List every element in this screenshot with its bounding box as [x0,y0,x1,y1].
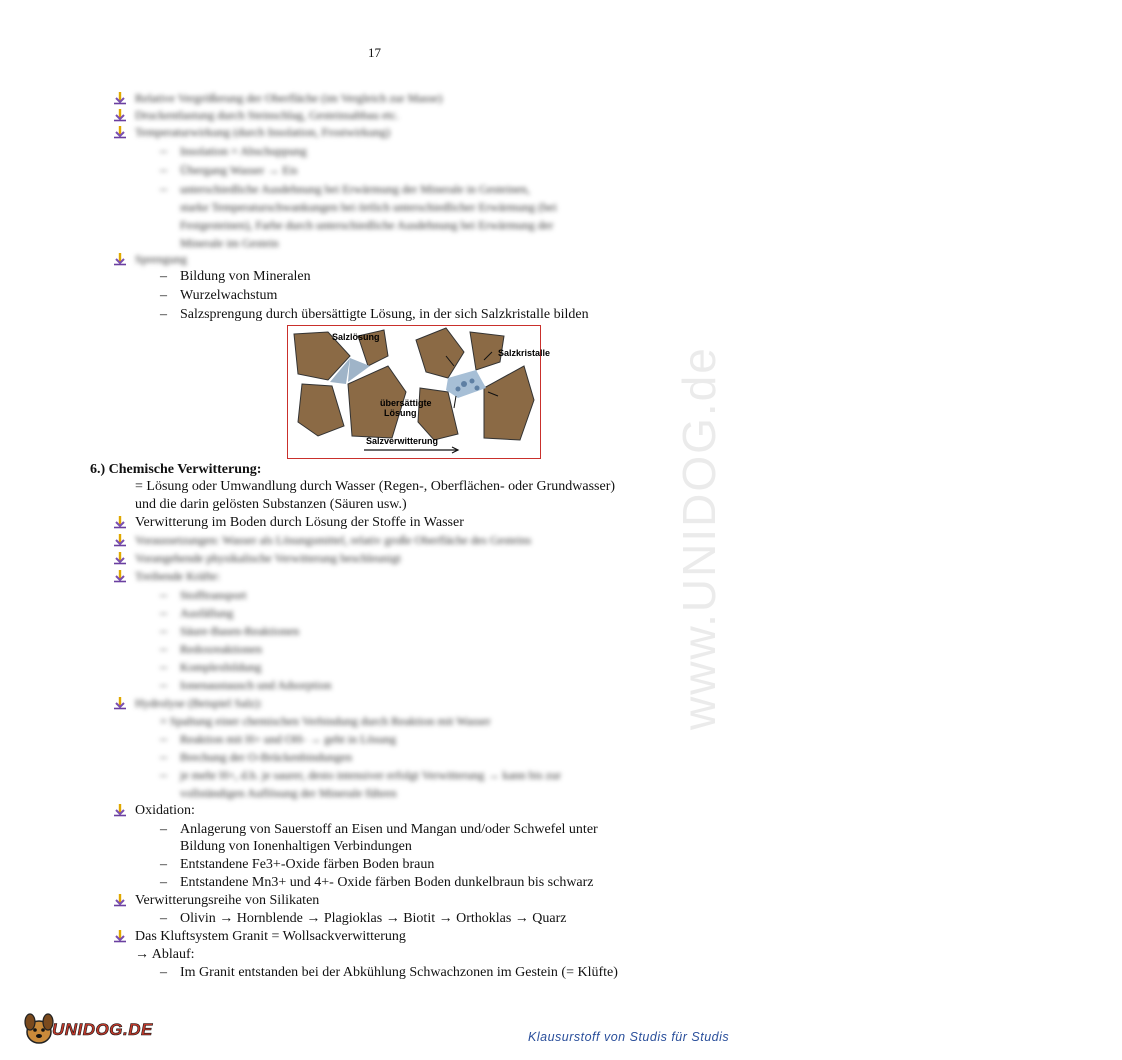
dash: – [160,768,167,783]
section-heading: 6.) Chemische Verwitterung: [90,462,262,477]
text-line: Stofftransport [180,588,247,602]
text-line: Relative Vergrößerung der Oberfläche (im Vergleich zur Masse) [135,91,443,105]
dash: – [160,750,167,765]
text-line: Säure-Basen-Reaktionen [180,624,300,638]
list-item: Entstandene Mn3+ und 4+- Oxide färben Boden dunkelbraun bis schwarz [180,875,594,890]
dash: – [160,624,167,639]
text-line: vollständigen Auflösung der Minerale führen [180,786,397,800]
bullet-arrow-icon [113,252,127,266]
bullet-arrow-icon [113,515,127,529]
text-line: starke Temperaturschwankungen bei örtlich unterschiedlicher Erwärmung (bei [180,200,557,214]
footer-slogan: Klausurstoff von Studis für Studis [528,1030,730,1044]
bullet-arrow-icon [113,533,127,547]
bullet-arrow-icon [113,91,127,105]
dash: – [160,822,167,837]
list-item: Wurzelwachstum [180,288,278,303]
text-line: Druckentlastung durch Steinschlag, Gesteinsabbau etc. [135,108,399,122]
granit-ablauf: → Ablauf: [135,947,195,962]
granit-title: Das Kluftsystem Granit = Wollsackverwitterung [135,929,406,944]
list-item: Im Granit entstanden bei der Abkühlung Schwachzonen im Gestein (= Klüfte) [180,965,618,980]
watermark-text: www.UNIDOG.de [673,346,725,730]
dash: – [160,875,167,890]
salt-weathering-figure [287,325,551,459]
dash: – [160,732,167,747]
text-line: Sprengung [135,252,187,266]
text-line: Festgesteinen), Farbe durch unterschiedliche Ausdehnung bei Erwärmung der [180,218,554,232]
list-item: Bildung von Mineralen [180,269,311,284]
silicate-series: Olivin → Hornblende → Plagioklas → Biotit → Orthoklas → Quarz [180,911,567,926]
bullet-arrow-icon [113,696,127,710]
page-number: 17 [368,45,381,60]
label-salzverwitterung: Salzverwitterung [366,436,439,446]
text-line: Insolation = Abschuppung [180,144,307,158]
bullet-arrow-icon [113,551,127,565]
list-item: Bildung von Ionenhaltigen Verbindungen [180,839,412,854]
dash: – [160,269,167,284]
definition-line: und die darin gelösten Substanzen (Säuren usw.) [135,497,407,512]
label-salzkristalle: Salzkristalle [498,348,551,358]
text-line: Vorangehende physikalische Verwitterung beschleunigt [135,551,401,565]
text-line: Ionenaustausch und Adsorption [180,678,332,692]
dog-logo-icon [22,1010,56,1046]
dash: – [160,857,167,872]
bullet-arrow-icon [113,803,127,817]
definition-line: = Lösung oder Umwandlung durch Wasser (Regen-, Oberflächen- oder Grundwasser) [135,479,616,494]
text-line: Minerale im Gestein [180,236,279,250]
dash: – [160,307,167,322]
dash: – [160,588,167,603]
text-line: Redoxreaktionen [180,642,262,656]
text-line: Hydrolyse (Beispiel Salz): [135,696,263,710]
bullet-arrow-icon [113,108,127,122]
rock-block [416,328,464,378]
text-line: je mehr H+, d.h. je saurer, desto intensiver erfolgt Verwitterung → kann bis zur [180,768,561,782]
text-line: Brechung der O-Brückenbindungen [180,750,352,764]
dash: – [160,965,167,980]
text-line: Treibende Kräfte: [135,569,221,583]
label-loesung: Lösung [384,408,417,418]
dash: – [160,678,167,693]
text-line: unterschiedliche Ausdehnung bei Erwärmung der Minerale in Gesteinen, [180,182,530,196]
rock-block [418,388,458,440]
rock-block [484,366,534,440]
dash: – [160,660,167,675]
rock-block [298,384,344,436]
text-line: Ausfällung [180,606,234,620]
bullet-arrow-icon [113,929,127,943]
list-item: Verwitterung im Boden durch Lösung der Stoffe in Wasser [135,515,464,530]
dash: – [160,288,167,303]
dash: – [160,182,167,197]
salt-weathering-diagram [288,326,551,458]
dash: – [160,606,167,621]
text-line: Komplexbildung [180,660,262,674]
bullet-arrow-icon [113,569,127,583]
logo-text: UNIDOG.DE [52,1020,153,1039]
list-item: Salzsprengung durch übersättigte Lösung, in der sich Salzkristalle bilden [180,307,589,322]
oxidation-title: Oxidation: [135,803,195,818]
dash: – [160,163,167,178]
text-line: = Spaltung einer chemischen Verbindung durch Reaktion mit Wasser [160,714,491,728]
text-line: Übergang Wasser → Eis [180,163,298,177]
list-item: Entstandene Fe3+-Oxide färben Boden braun [180,857,435,872]
label-uebersaettigt: übersättigte [380,398,432,408]
bullet-arrow-icon [113,893,127,907]
dash: – [160,642,167,657]
bullet-arrow-icon [113,125,127,139]
text-line: Temperaturwirkung (durch Insolation, Frostwirkung) [135,125,391,139]
silikate-title: Verwitterungsreihe von Silikaten [135,893,320,908]
dash: – [160,911,167,926]
label-salzloesung: Salzlösung [332,332,380,342]
dash: – [160,144,167,159]
text-line: Reaktion mit H+ und OH- → geht in Lösung [180,732,397,746]
text-line: Voraussetzungen: Wasser als Lösungsmittel, relativ große Oberfläche des Gesteins [135,533,532,547]
list-item: Anlagerung von Sauerstoff an Eisen und Mangan und/oder Schwefel unter [180,822,598,837]
